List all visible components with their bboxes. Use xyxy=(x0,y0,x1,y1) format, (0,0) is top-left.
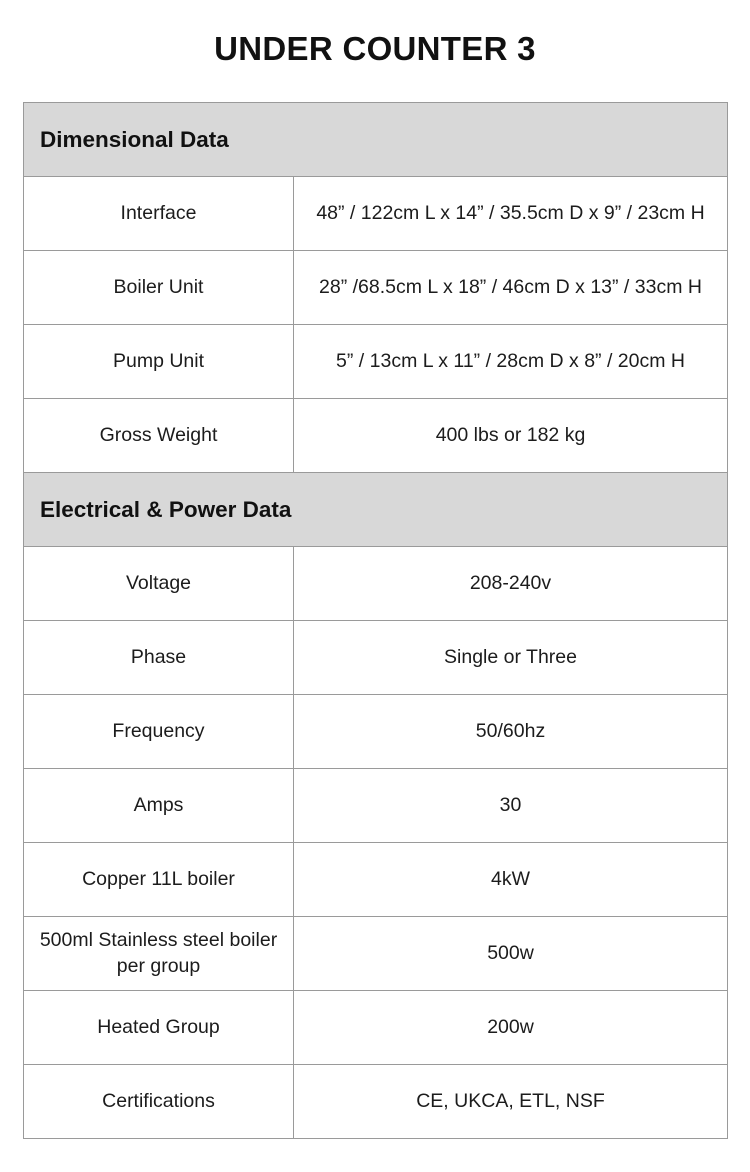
table-row xyxy=(24,251,728,325)
row-value: 4kW xyxy=(294,843,728,917)
row-value: 208-240v xyxy=(294,547,728,621)
table-row xyxy=(24,621,728,695)
row-value: Single or Three xyxy=(294,621,728,695)
table-row xyxy=(24,695,728,769)
row-label: Voltage xyxy=(24,547,294,621)
row-label: Interface xyxy=(24,177,294,251)
row-value: 30 xyxy=(294,769,728,843)
row-value: 28” /68.5cm L x 18” / 46cm D x 13” / 33cm H xyxy=(294,251,728,325)
table-row xyxy=(24,1065,728,1139)
row-label: Amps xyxy=(24,769,294,843)
row-label: Gross Weight xyxy=(24,399,294,473)
table-row xyxy=(24,843,728,917)
section-heading-dimensional: Dimensional Data xyxy=(24,103,728,177)
table-row xyxy=(24,769,728,843)
row-value: 200w xyxy=(294,991,728,1065)
table-row xyxy=(24,917,728,991)
table-row xyxy=(24,399,728,473)
row-value: CE, UKCA, ETL, NSF xyxy=(294,1065,728,1139)
spec-table xyxy=(23,102,728,1139)
table-row xyxy=(24,547,728,621)
row-value: 400 lbs or 182 kg xyxy=(294,399,728,473)
row-label: Frequency xyxy=(24,695,294,769)
row-value: 48” / 122cm L x 14” / 35.5cm D x 9” / 23cm H xyxy=(294,177,728,251)
table-row xyxy=(24,991,728,1065)
row-value: 500w xyxy=(294,917,728,991)
row-label: Heated Group xyxy=(24,991,294,1065)
section-header-row xyxy=(24,103,728,177)
row-label: Pump Unit xyxy=(24,325,294,399)
row-label: Certifications xyxy=(24,1065,294,1139)
row-label: 500ml Stainless steel boiler per group xyxy=(24,917,294,991)
table-row xyxy=(24,177,728,251)
table-row xyxy=(24,325,728,399)
row-label: Boiler Unit xyxy=(24,251,294,325)
row-value: 5” / 13cm L x 11” / 28cm D x 8” / 20cm H xyxy=(294,325,728,399)
section-header-row xyxy=(24,473,728,547)
page-title: UNDER COUNTER 3 xyxy=(214,30,536,67)
row-label: Phase xyxy=(24,621,294,695)
row-label: Copper 11L boiler xyxy=(24,843,294,917)
row-value: 50/60hz xyxy=(294,695,728,769)
section-heading-electrical: Electrical & Power Data xyxy=(24,473,728,547)
